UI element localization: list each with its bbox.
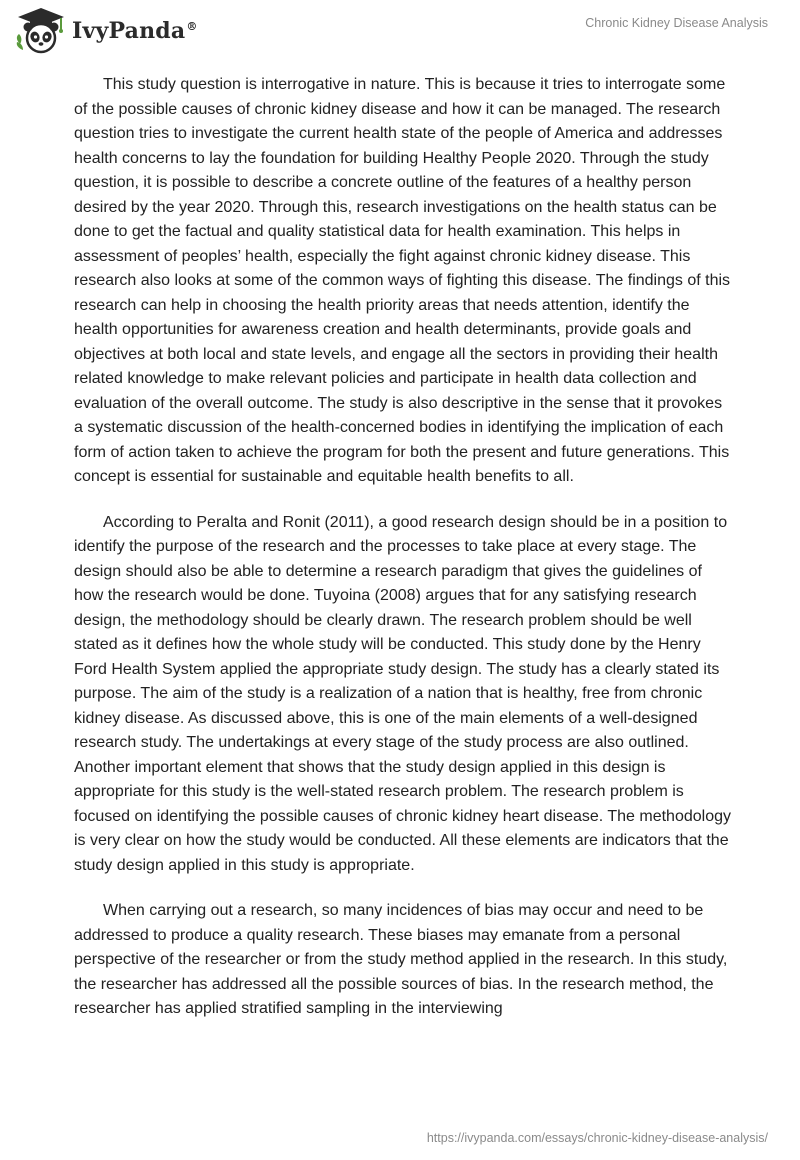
logo-name: IvyPanda [72, 18, 186, 44]
source-url[interactable]: https://ivypanda.com/essays/chronic-kidney-disease-analysis/ [426, 1131, 768, 1145]
paragraph-1: This study question is interrogative in nature. This is because it tries to interrogate some of the possible causes of chronic kidney disease and how it can be managed. The research question tries to investigate the current health state of the people of America and addresses health concerns to lay the foundation for building Healthy People 2020. Through the study question, it is possible to describe a concrete outline of the features of a healthy person desired by the year 2020. Through this, research investigations on the health status can be done to get the factual and quality statistical data for health examination. This helps in assessment of peoples’ health, especially the fight against chronic kidney disease. This research also looks at some of the common ways of fighting this disease. The findings of this research can help in choosing the health priority areas that needs attention, identify the health opportunities for awareness creation and health determinants, provide goals and objectives at both local and state levels, and engage all the sectors in providing their health related knowledge to make relevant policies and participate in health data collection and evaluation of the overall outcome. The study is also descriptive in the sense that it provokes a systematic discussion of the health-concerned bodies in identifying the implication of each form of action taken to achieve the program for both the present and future generations. This concept is essential for sustainable and equitable health benefits to all. [74, 76, 731, 485]
paragraph-2: According to Peralta and Ronit (2011), a good research design should be in a position to identify the purpose of the research and the processes to take place at every stage. The design should also be able to determine a research paradigm that gives the guidelines of how the research would be done. Tuyoina (2008) argues that for any satisfying research design, the methodology should be clearly drawn. The research problem should be well stated as it defines how the whole study will be conducted. This study done by the Henry Ford Health System applied the appropriate study design. The study has a clearly stated its purpose. The aim of the study is a realization of a nation that is healthy, free from chronic kidney disease. As discussed above, this is one of the main elements of a well-designed research study. The undertakings at every stage of the study process are also outlined. Another important element that shows that the study design applied in this design is appropriate for this study is the well-stated research problem. The research problem is focused on identifying the possible causes of chronic kidney heart disease. The methodology is very clear on how the study would be conducted. All these elements are indicators that the study design applied in this study is appropriate. [74, 513, 731, 874]
ivypanda-logo[interactable] [14, 6, 198, 56]
panda-graduate-icon [14, 6, 68, 56]
paragraph-3: When carrying out a research, so many incidences of bias may occur and need to be addressed to produce a quality research. These biases may emanate from a personal perspective of the researcher or from the study method applied in the research. In this study, the researcher has addressed all the possible sources of bias. In the research method, the researcher has applied stratified sampling in the interviewing [74, 902, 728, 1017]
page-header [0, 0, 800, 60]
document-title: Chronic Kidney Disease Analysis [585, 16, 768, 30]
registered-mark: ® [186, 19, 198, 33]
essay-body [74, 73, 734, 1042]
logo-wordmark [72, 18, 198, 44]
